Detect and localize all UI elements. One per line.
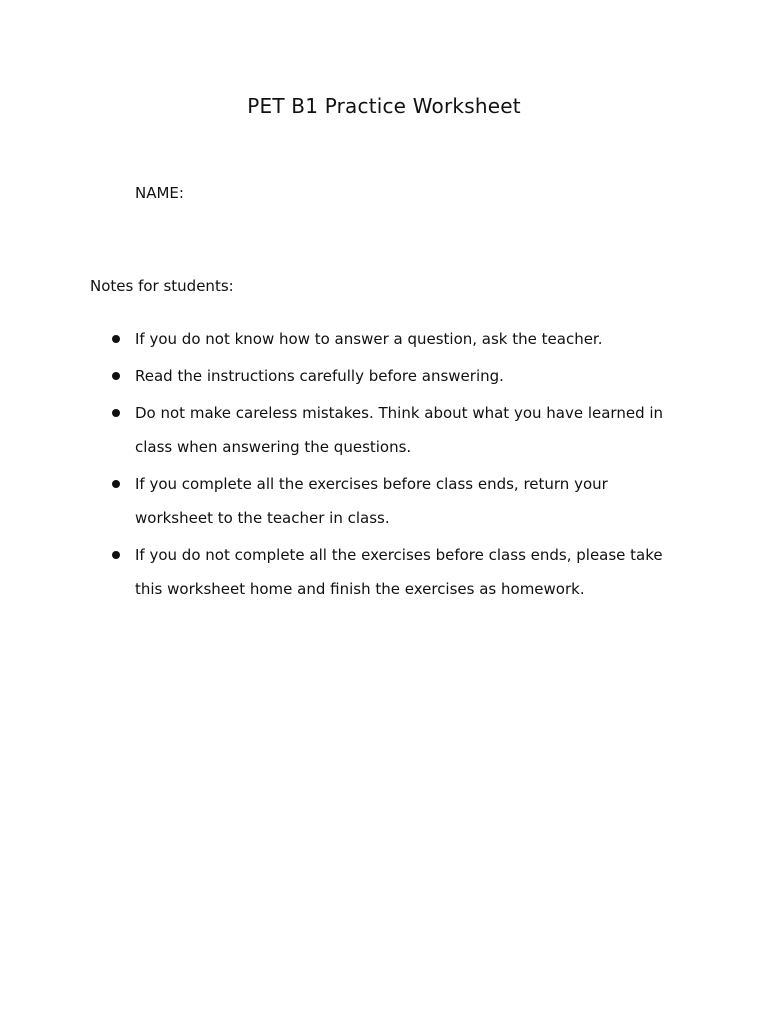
page-title: PET B1 Practice Worksheet: [247, 94, 521, 118]
note-text: Read the instructions carefully before answering.: [135, 367, 504, 385]
note-item: [112, 467, 682, 535]
note-item: [112, 359, 682, 393]
bullet-icon: [112, 409, 120, 417]
notes-list: [112, 322, 682, 609]
note-text: If you do not know how to answer a question, ask the teacher.: [135, 330, 603, 348]
note-item: [112, 396, 682, 464]
note-text: If you complete all the exercises before class ends, return your worksheet to the teacher in class.: [135, 475, 608, 527]
note-item: [112, 322, 682, 356]
note-text: If you do not complete all the exercises before class ends, please take this worksheet home and finish the exercises as homework.: [135, 546, 663, 598]
bullet-icon: [112, 480, 120, 488]
notes-heading: Notes for students:: [90, 277, 234, 295]
note-text: Do not make careless mistakes. Think about what you have learned in class when answering the questions.: [135, 404, 664, 456]
bullet-icon: [112, 335, 120, 343]
note-item: [112, 538, 682, 606]
name-label: NAME:: [135, 184, 184, 202]
bullet-icon: [112, 551, 120, 559]
bullet-icon: [112, 372, 120, 380]
